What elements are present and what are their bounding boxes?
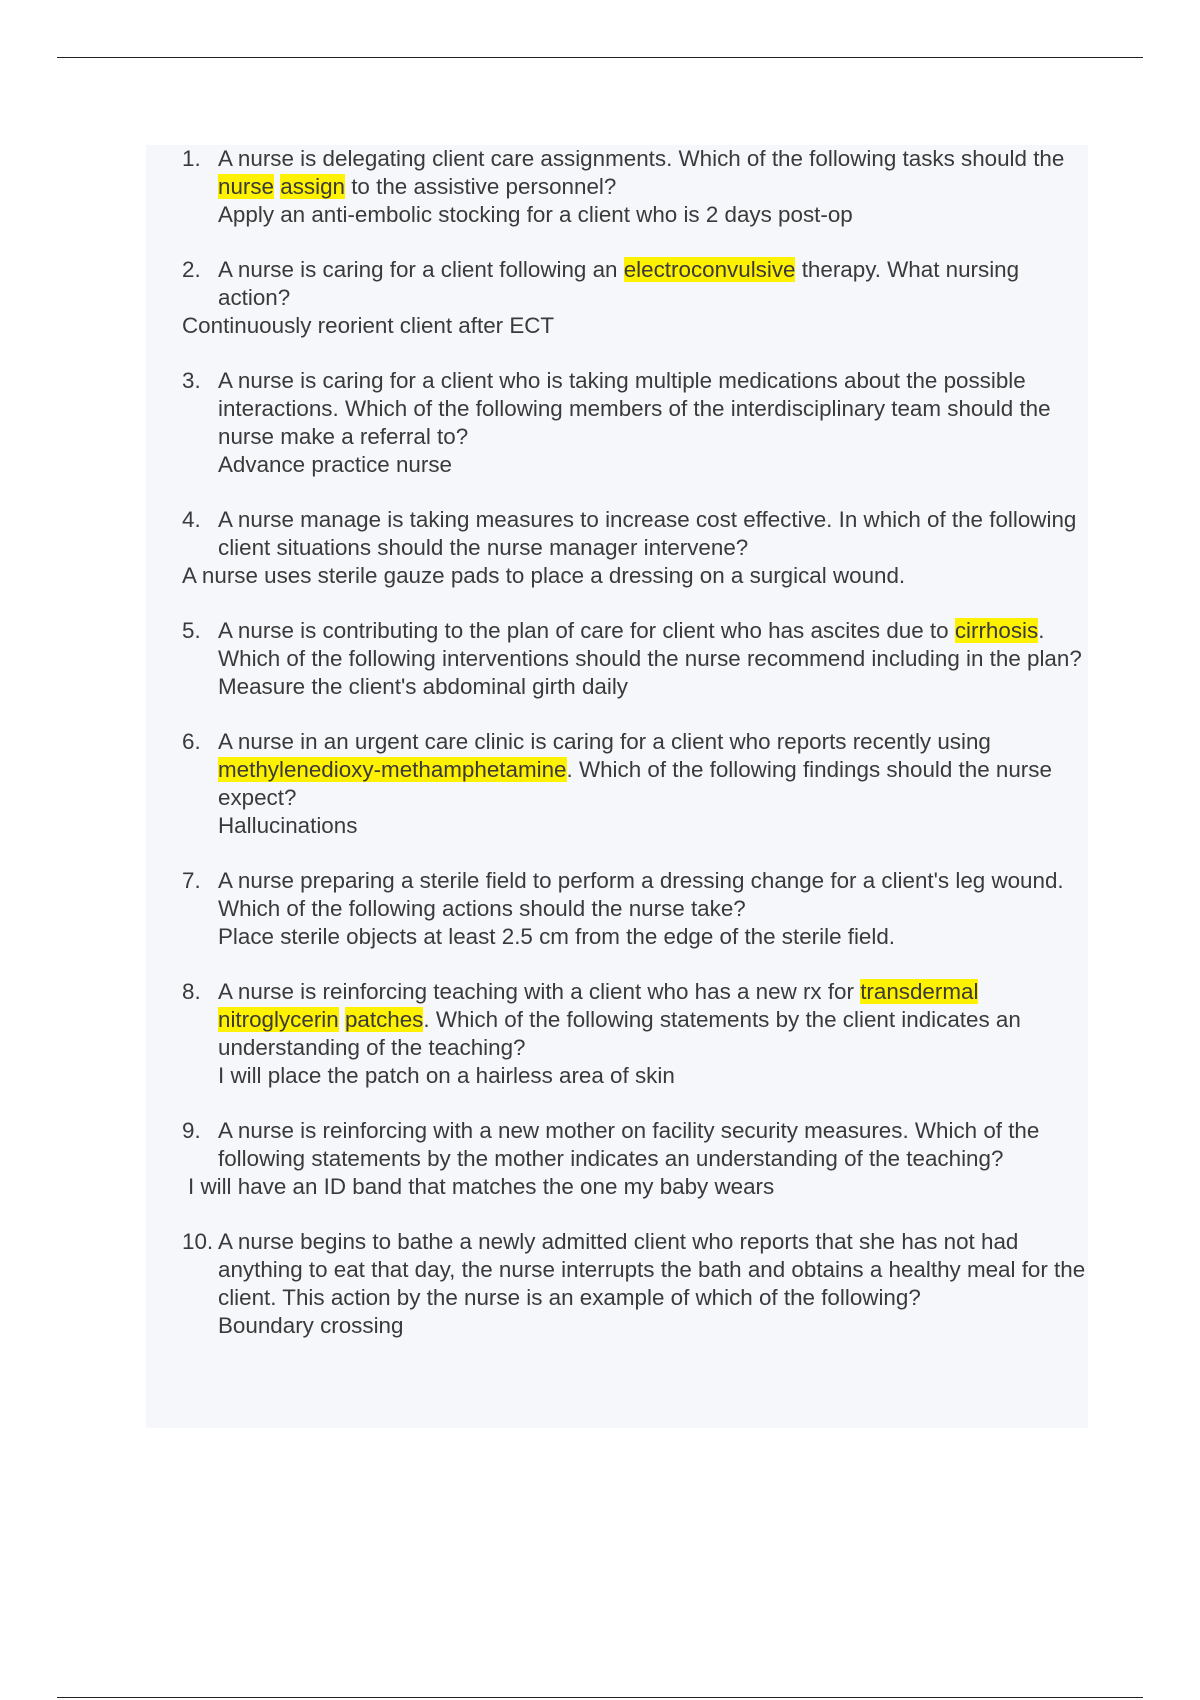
question-text: A nurse is reinforcing with a new mother on facility security measures. Which of the following statements by the mother indicates an understanding of the teaching? [218, 1118, 1040, 1171]
highlight: methamphetamine [381, 757, 567, 782]
question-item-1 [146, 145, 1088, 256]
answer-text: Advance practice nurse [218, 452, 452, 477]
answer-text: Apply an anti-embolic stocking for a client who is 2 days post-op [218, 202, 853, 227]
question-item-7 [146, 867, 1088, 978]
question-item-4 [146, 506, 1088, 617]
question-number: 7. [182, 868, 201, 893]
highlight: nurse [218, 174, 275, 199]
question-number: 1. [182, 146, 201, 171]
question-text: A nurse in an urgent care clinic is caring for a client who reports recently using methylenedioxy-methamphetamine. Which of the following findings should the nurse expect? [218, 729, 1052, 810]
question-text: A nurse is delegating client care assignments. Which of the following tasks should the nurse assign to the assistive personnel? [218, 146, 1065, 199]
highlight: - [373, 757, 382, 782]
answer-text: Measure the client's abdominal girth daily [218, 674, 629, 699]
question-item-9 [146, 1117, 1088, 1228]
question-number: 4. [182, 507, 201, 532]
question-item-2 [146, 256, 1088, 367]
question-text: A nurse is caring for a client following an electroconvulsive therapy. What nursing action? [218, 257, 1020, 310]
highlight: cirrhosis [954, 618, 1039, 643]
answer-text: Hallucinations [218, 813, 358, 838]
answer-text: A nurse uses sterile gauze pads to place a dressing on a surgical wound. [182, 563, 906, 588]
question-text: A nurse manage is taking measures to increase cost effective. In which of the following client situations should the nurse manager intervene? [218, 507, 1077, 560]
highlight: nitroglycerin [218, 1007, 339, 1032]
question-item-6 [146, 728, 1088, 867]
question-number: 3. [182, 368, 201, 393]
question-number: 2. [182, 257, 201, 282]
highlight: methylenedioxy [218, 757, 374, 782]
question-item-10 [146, 1228, 1088, 1367]
answer-text: Place sterile objects at least 2.5 cm from the edge of the sterile field. [218, 924, 896, 949]
highlight: patches [344, 1007, 424, 1032]
footer-rule [57, 1697, 1143, 1698]
document-content [146, 145, 1088, 1428]
question-item-3 [146, 367, 1088, 506]
answer-text: Boundary crossing [218, 1313, 404, 1338]
highlight: assign [280, 174, 345, 199]
answer-text: I will place the patch on a hairless area of skin [218, 1063, 675, 1088]
question-item-5 [146, 617, 1088, 728]
question-item-8 [146, 978, 1088, 1117]
question-list [146, 145, 1088, 1367]
question-number: 9. [182, 1118, 201, 1143]
question-number: 5. [182, 618, 201, 643]
question-text: A nurse begins to bathe a newly admitted client who reports that she has not had anything to eat that day, the nurse interrupts the bath and obtains a healthy meal for the client. This action by the nurse is an example of which of the following? [218, 1229, 1086, 1310]
question-number: 6. [182, 729, 201, 754]
highlight: transdermal [860, 979, 979, 1004]
question-text: A nurse preparing a sterile field to perform a dressing change for a client's leg wound. Which of the following actions should the nurse take? [218, 868, 1064, 921]
question-number: 8. [182, 979, 201, 1004]
question-text: A nurse is caring for a client who is taking multiple medications about the possible interactions. Which of the following members of the interdisciplinary team should the nurse make a referral to? [218, 368, 1051, 449]
header-rule [57, 57, 1143, 58]
question-number: 10. [182, 1229, 214, 1254]
answer-text: I will have an ID band that matches the one my baby wears [188, 1174, 775, 1199]
highlight: electroconvulsive [623, 257, 796, 282]
question-text: A nurse is reinforcing teaching with a client who has a new rx for transdermal nitroglycerin patches. Which of the following statements by the client indicates an understanding of the teaching? [218, 979, 1021, 1060]
question-text: A nurse is contributing to the plan of care for client who has ascites due to cirrhosis. Which of the following interventions should the nurse recommend including in the plan? [218, 618, 1082, 671]
answer-text: Continuously reorient client after ECT [182, 313, 555, 338]
